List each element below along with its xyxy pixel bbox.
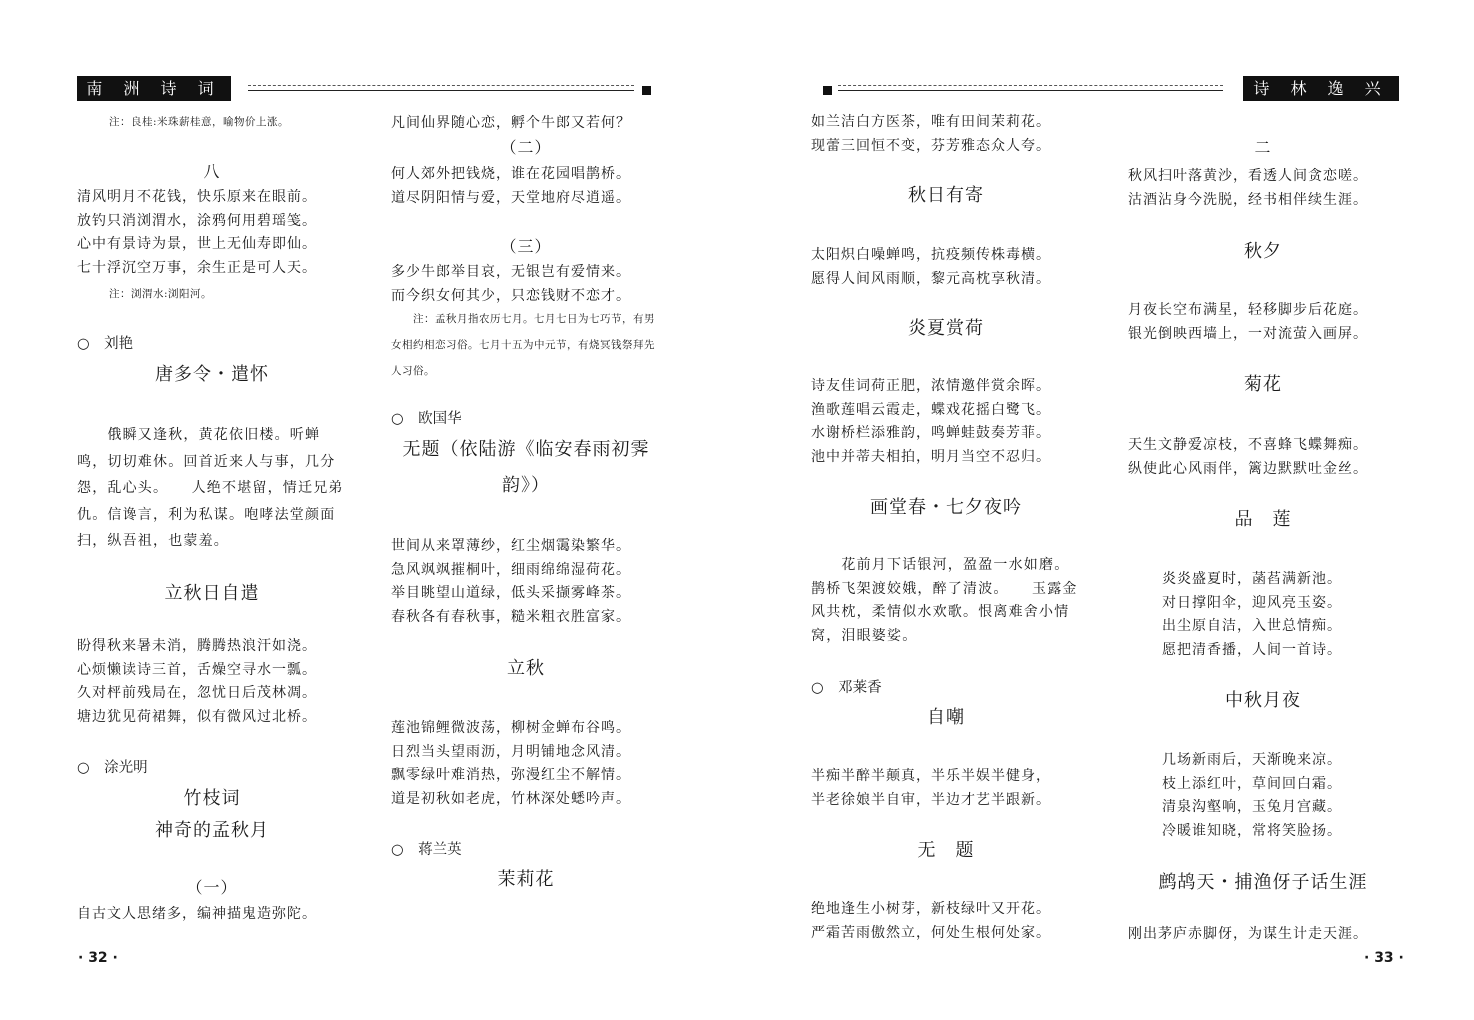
poem-body [1128, 568, 1398, 663]
poem-line: 太阳炽白噪蝉鸣，抗疫频传株毒横。 [811, 247, 1051, 263]
author-name: ○ 欧国华 [391, 411, 462, 427]
poem-body [1128, 434, 1398, 481]
poem-title: 中秋月夜 [1225, 690, 1301, 711]
poem-line: 纵使此心风雨伴，篱边默默吐金丝。 [1128, 460, 1368, 477]
poem-title: 竹枝词 [183, 788, 241, 809]
poem-line: 放钓只消浏渭水，涂鸦何用碧瑶笺。 [77, 212, 317, 229]
poem-line: 银光倒映西墙上，一对流萤入画屏。 [1128, 325, 1368, 342]
poem-line: 清泉沟壑响，玉兔月宫藏。 [1162, 799, 1342, 816]
poem-line: 世间从来罩薄纱，红尘烟霭染繁华。 [391, 538, 631, 554]
annotation-note [77, 109, 379, 135]
poem-line: 心烦懒读诗三首，舌燥空寻水一瓢。 [77, 661, 317, 678]
section-number: 八 [203, 162, 221, 181]
page-number-left: · 32 · [78, 950, 118, 966]
ci-body [77, 422, 347, 555]
poem-line: 自古文人思绪多，编神描鬼造弥陀。 [77, 906, 317, 922]
poem-line: 渔歌莲唱云霞走，蝶戏花摇白鹭飞。 [811, 401, 1051, 418]
poem-title: 菊花 [1244, 374, 1282, 395]
poem-body [811, 898, 1081, 945]
poem-body [77, 635, 347, 730]
poem-line: 七十浮沉空万事，余生正是可人天。 [77, 260, 317, 277]
poem-line: 月夜长空布满星，轻移脚步后花庭。 [1128, 302, 1368, 318]
note-text: 注：良桂:米珠薪桂意，喻物价上涨。 [109, 116, 290, 128]
poem-body [77, 903, 347, 927]
poem-line: 道是初秋如老虎，竹林深处蟋吟声。 [391, 791, 631, 808]
poem-body [391, 717, 661, 812]
poem-line: 何人郊外把钱烧，谁在花园唱鹊桥。 [391, 166, 631, 182]
poem-line: 清风明月不花钱，快乐原来在眼前。 [77, 189, 317, 205]
poem-body [1128, 299, 1398, 346]
ci-body [811, 554, 1081, 648]
poem-body [811, 244, 1081, 291]
poem-line: 炎炎盛夏时，菡萏满新池。 [1162, 571, 1342, 587]
poem-line: 日烈当头望雨沥，月明铺地念风清。 [391, 743, 631, 760]
poem-body [391, 535, 661, 630]
poem-line: 多少牛郎举目哀，无银岂有爱情来。 [391, 264, 631, 280]
poem-subtitle: 神奇的孟秋月 [155, 820, 269, 841]
poem-line: 诗友佳词荷正肥，浓情邀伴赏余晖。 [811, 378, 1051, 394]
poem-line: 冷暖谁知晓，常将笑脸扬。 [1162, 823, 1342, 840]
left-section-banner: 南 洲 诗 词 [77, 76, 231, 101]
poem-title: 茉莉花 [497, 869, 555, 890]
poem-line: 池中并蒂夫相拍，明月当空不忍归。 [811, 449, 1051, 466]
poem-body [391, 163, 661, 210]
poem-title: 秋日有寄 [908, 185, 984, 206]
poem-body [391, 112, 661, 136]
author-name: ○ 刘艳 [77, 336, 134, 352]
poem-line: 半痴半醉半颠真，半乐半娱半健身， [811, 768, 1051, 784]
poem-line: 盼得秋来暑未消，腾腾热浪汗如浇。 [77, 638, 317, 654]
poem-line: 刚出茅庐赤脚伢，为谋生计走天涯。 [1128, 926, 1368, 942]
poem-body [77, 186, 347, 281]
poem-line: 愿把清香播，人间一首诗。 [1162, 642, 1342, 659]
poem-body [1128, 165, 1398, 212]
ci-text: 花前月下话银河，盈盈一水如磨。鹊桥飞架渡姣娥，醉了清波。 玉露金风共枕，柔情似水欢歌。恨离难舍小情窝，泪眼婆娑。 [811, 557, 1078, 644]
poem-line: 凡间仙界随心恋，孵个牛郎又若何？ [391, 115, 631, 131]
poem-line: 对日撑阳伞，迎风亮玉姿。 [1162, 594, 1342, 611]
poem-title: 品 莲 [1234, 509, 1292, 530]
poem-body [811, 375, 1081, 470]
poem-line: 心中有景诗为景，世上无仙寿即仙。 [77, 236, 317, 253]
annotation-note [77, 281, 379, 307]
poem-line: 而今织女何其少，只恋钱财不恋才。 [391, 287, 631, 304]
right-section-banner: 诗 林 逸 兴 [1243, 76, 1399, 101]
left-header-square [642, 86, 651, 95]
poem-line: 现蕾三回恒不变，芬芳雅态众人夸。 [811, 137, 1051, 154]
poem-line: 愿得人间风雨顺，黎元高枕享秋清。 [811, 270, 1051, 287]
poem-title: 自嘲 [927, 707, 965, 728]
right-header-square [823, 86, 832, 95]
poem-line: 绝地逢生小树芽，新枝绿叶又开花。 [811, 901, 1051, 917]
section-number: （一） [186, 878, 238, 897]
poem-line: 举目眺望山道绿，低头采撷雾峰茶。 [391, 585, 631, 602]
poem-title: 无题（依陆游《临安春雨初霁韵》） [402, 439, 650, 496]
poem-title: 立秋日自遣 [164, 583, 260, 604]
poem-line: 水谢桥栏添雅韵，鸣蝉蛙鼓奏芳菲。 [811, 425, 1051, 442]
section-number: 二 [1254, 138, 1272, 157]
poem-line: 出尘原自洁，入世总情痴。 [1162, 618, 1342, 635]
page-number-right: · 33 · [1364, 950, 1404, 966]
poem-line: 几场新雨后，天渐晚来凉。 [1162, 752, 1342, 768]
poem-title: 秋夕 [1244, 241, 1282, 262]
poem-line: 枝上添红叶，草间回白霜。 [1162, 775, 1342, 792]
poem-title: 炎夏赏荷 [908, 318, 984, 339]
poem-title: 画堂春・七夕夜吟 [870, 497, 1022, 518]
poem-title: 无 题 [917, 840, 975, 861]
note-text: 注：孟秋月指农历七月。七月七日为七巧节，有男女相约相恋习俗。七月十五为中元节，有烧冥钱祭拜先人习俗。 [391, 313, 655, 377]
poem-body [391, 261, 661, 308]
poem-line: 道尽阴阳情与爱，天堂地府尽逍遥。 [391, 189, 631, 206]
poem-line: 半老徐娘半自审，半边才艺半跟新。 [811, 791, 1051, 808]
poem-body [811, 765, 1081, 812]
annotation-note [391, 306, 661, 384]
poem-line: 莲池锦鲤微波荡，柳树金蝉布谷鸣。 [391, 720, 631, 736]
poem-line: 秋风扫叶落黄沙，看透人间贪恋嗟。 [1128, 168, 1368, 184]
poem-body [1128, 749, 1398, 844]
poem-line: 春秋各有春秋事，糙米粗衣胜富家。 [391, 609, 631, 626]
poem-line: 飘零绿叶难消热，弥漫红尘不解情。 [391, 767, 631, 784]
poem-title: 唐多令・遣怀 [155, 364, 269, 385]
poem-title: 鹧鸪天・捕渔伢子话生涯 [1158, 872, 1368, 893]
poem-body [1128, 923, 1398, 947]
author-name: ○ 邓莱香 [811, 680, 882, 696]
ci-text: 俄瞬又逢秋，黄花依旧楼。听蝉鸣，切切难休。回首近来人与事，几分怨，乱心头。 人绝不堪留，情迁兄弟仇。信谗言，利为私谋。咆哮法堂颜面扫，纵吾祖，也蒙羞。 [77, 427, 344, 549]
section-number: （二） [500, 138, 552, 157]
poem-line: 如兰洁白方医茶，唯有田间茉莉花。 [811, 114, 1051, 130]
author-name: ○ 蒋兰英 [391, 842, 462, 858]
note-text: 注：浏渭水:浏阳河。 [109, 288, 213, 300]
section-number: （三） [500, 237, 552, 256]
author-name: ○ 涂光明 [77, 760, 148, 776]
poem-title: 立秋 [507, 658, 545, 679]
poem-line: 沽酒沾身今洗脱，经书相伴续生涯。 [1128, 191, 1368, 208]
poem-line: 天生文静爱凉枝，不喜蜂飞蝶舞痴。 [1128, 437, 1368, 453]
poem-line: 塘边犹见荷裙舞，似有微风过北桥。 [77, 709, 317, 726]
poem-line: 急风飒飒摧桐叶，细雨绵绵湿荷花。 [391, 561, 631, 578]
poem-line: 严霜苦雨傲然立，何处生根何处家。 [811, 924, 1051, 941]
poem-body [811, 111, 1081, 158]
poem-line: 久对枰前残局在，忽忧日后茂林凋。 [77, 685, 317, 702]
